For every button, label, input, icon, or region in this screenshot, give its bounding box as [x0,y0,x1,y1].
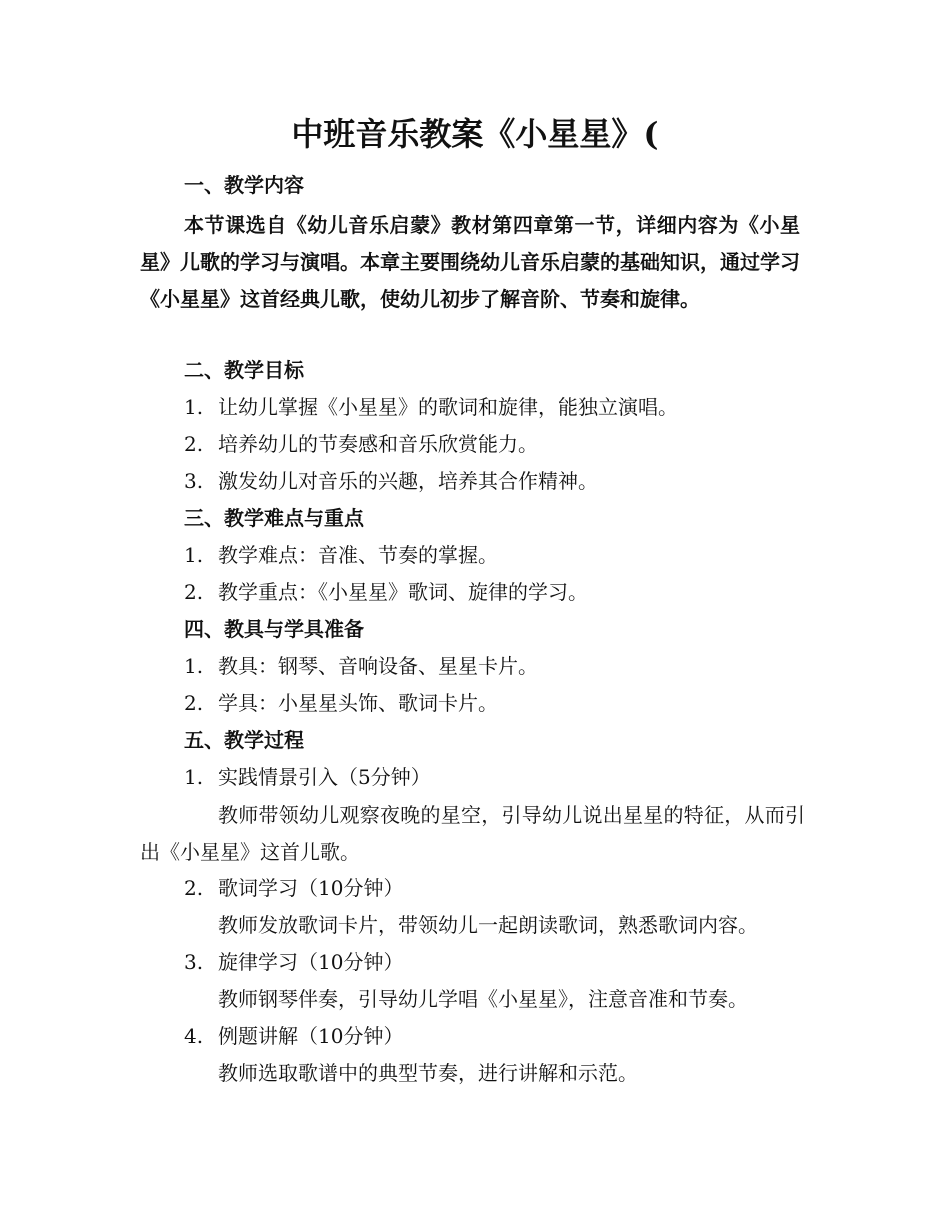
list-item [184,429,538,459]
step-item [184,1021,403,1051]
list-text: 激发幼儿对音乐的兴趣，培养其合作精神。 [218,469,598,493]
section-heading-content: 一、教学内容 [184,173,304,197]
list-number: 1. [184,654,204,678]
step-title: 例题讲解（10分钟） [218,1024,404,1048]
step-body: 教师选取歌谱中的典型节奏，进行讲解和示范。 [218,1061,638,1085]
list-text: 教学难点：音准、节奏的掌握。 [218,543,498,567]
step-number: 1. [184,765,204,789]
list-number: 2. [184,691,204,715]
list-item [184,466,598,496]
list-text: 培养幼儿的节奏感和音乐欣赏能力。 [218,432,538,456]
step-number: 3. [184,950,204,974]
document-title: 中班音乐教案《小星星》( [291,115,659,153]
list-text: 教具：钢琴、音响设备、星星卡片。 [218,654,538,678]
list-text: 教学重点：《小星星》歌词、旋律的学习。 [218,580,588,604]
list-item [184,392,678,422]
list-item [184,577,588,607]
content-paragraph: 本节课选自《幼儿音乐启蒙》教材第四章第一节，详细内容为《小星星》儿歌的学习与演唱。本章主要围绕幼儿音乐启蒙的基础知识，通过学习《小星星》这首经典儿歌，使幼儿初步了解音阶、节奏和旋律。 [140,213,800,311]
step-item [184,947,403,977]
step-number: 4. [184,1024,204,1048]
step-body: 教师钢琴伴奏，引导幼儿学唱《小星星》，注意音准和节奏。 [218,987,748,1011]
list-number: 2. [184,432,204,456]
step-body: 教师带领幼儿观察夜晚的星空，引导幼儿说出星星的特征，从而引出《小星星》这首儿歌。 [140,803,805,864]
section-heading-goals: 二、教学目标 [184,358,304,382]
list-item [184,540,498,570]
section-heading-difficulties: 三、教学难点与重点 [184,506,364,530]
list-number: 3. [184,469,204,493]
list-number: 2. [184,580,204,604]
list-number: 1. [184,543,204,567]
step-title: 旋律学习（10分钟） [218,950,404,974]
list-text: 让幼儿掌握《小星星》的歌词和旋律，能独立演唱。 [218,395,678,419]
section-heading-process: 五、教学过程 [184,728,304,752]
step-title: 实践情景引入（5分钟） [218,765,431,789]
list-number: 1. [184,395,204,419]
list-item [184,688,498,718]
step-item [184,873,403,903]
step-title: 歌词学习（10分钟） [218,876,404,900]
list-text: 学具：小星星头饰、歌词卡片。 [218,691,498,715]
list-item [184,651,538,681]
step-body: 教师发放歌词卡片，带领幼儿一起朗读歌词，熟悉歌词内容。 [218,913,758,937]
step-number: 2. [184,876,204,900]
step-item [184,762,431,792]
section-heading-materials: 四、教具与学具准备 [184,617,364,641]
